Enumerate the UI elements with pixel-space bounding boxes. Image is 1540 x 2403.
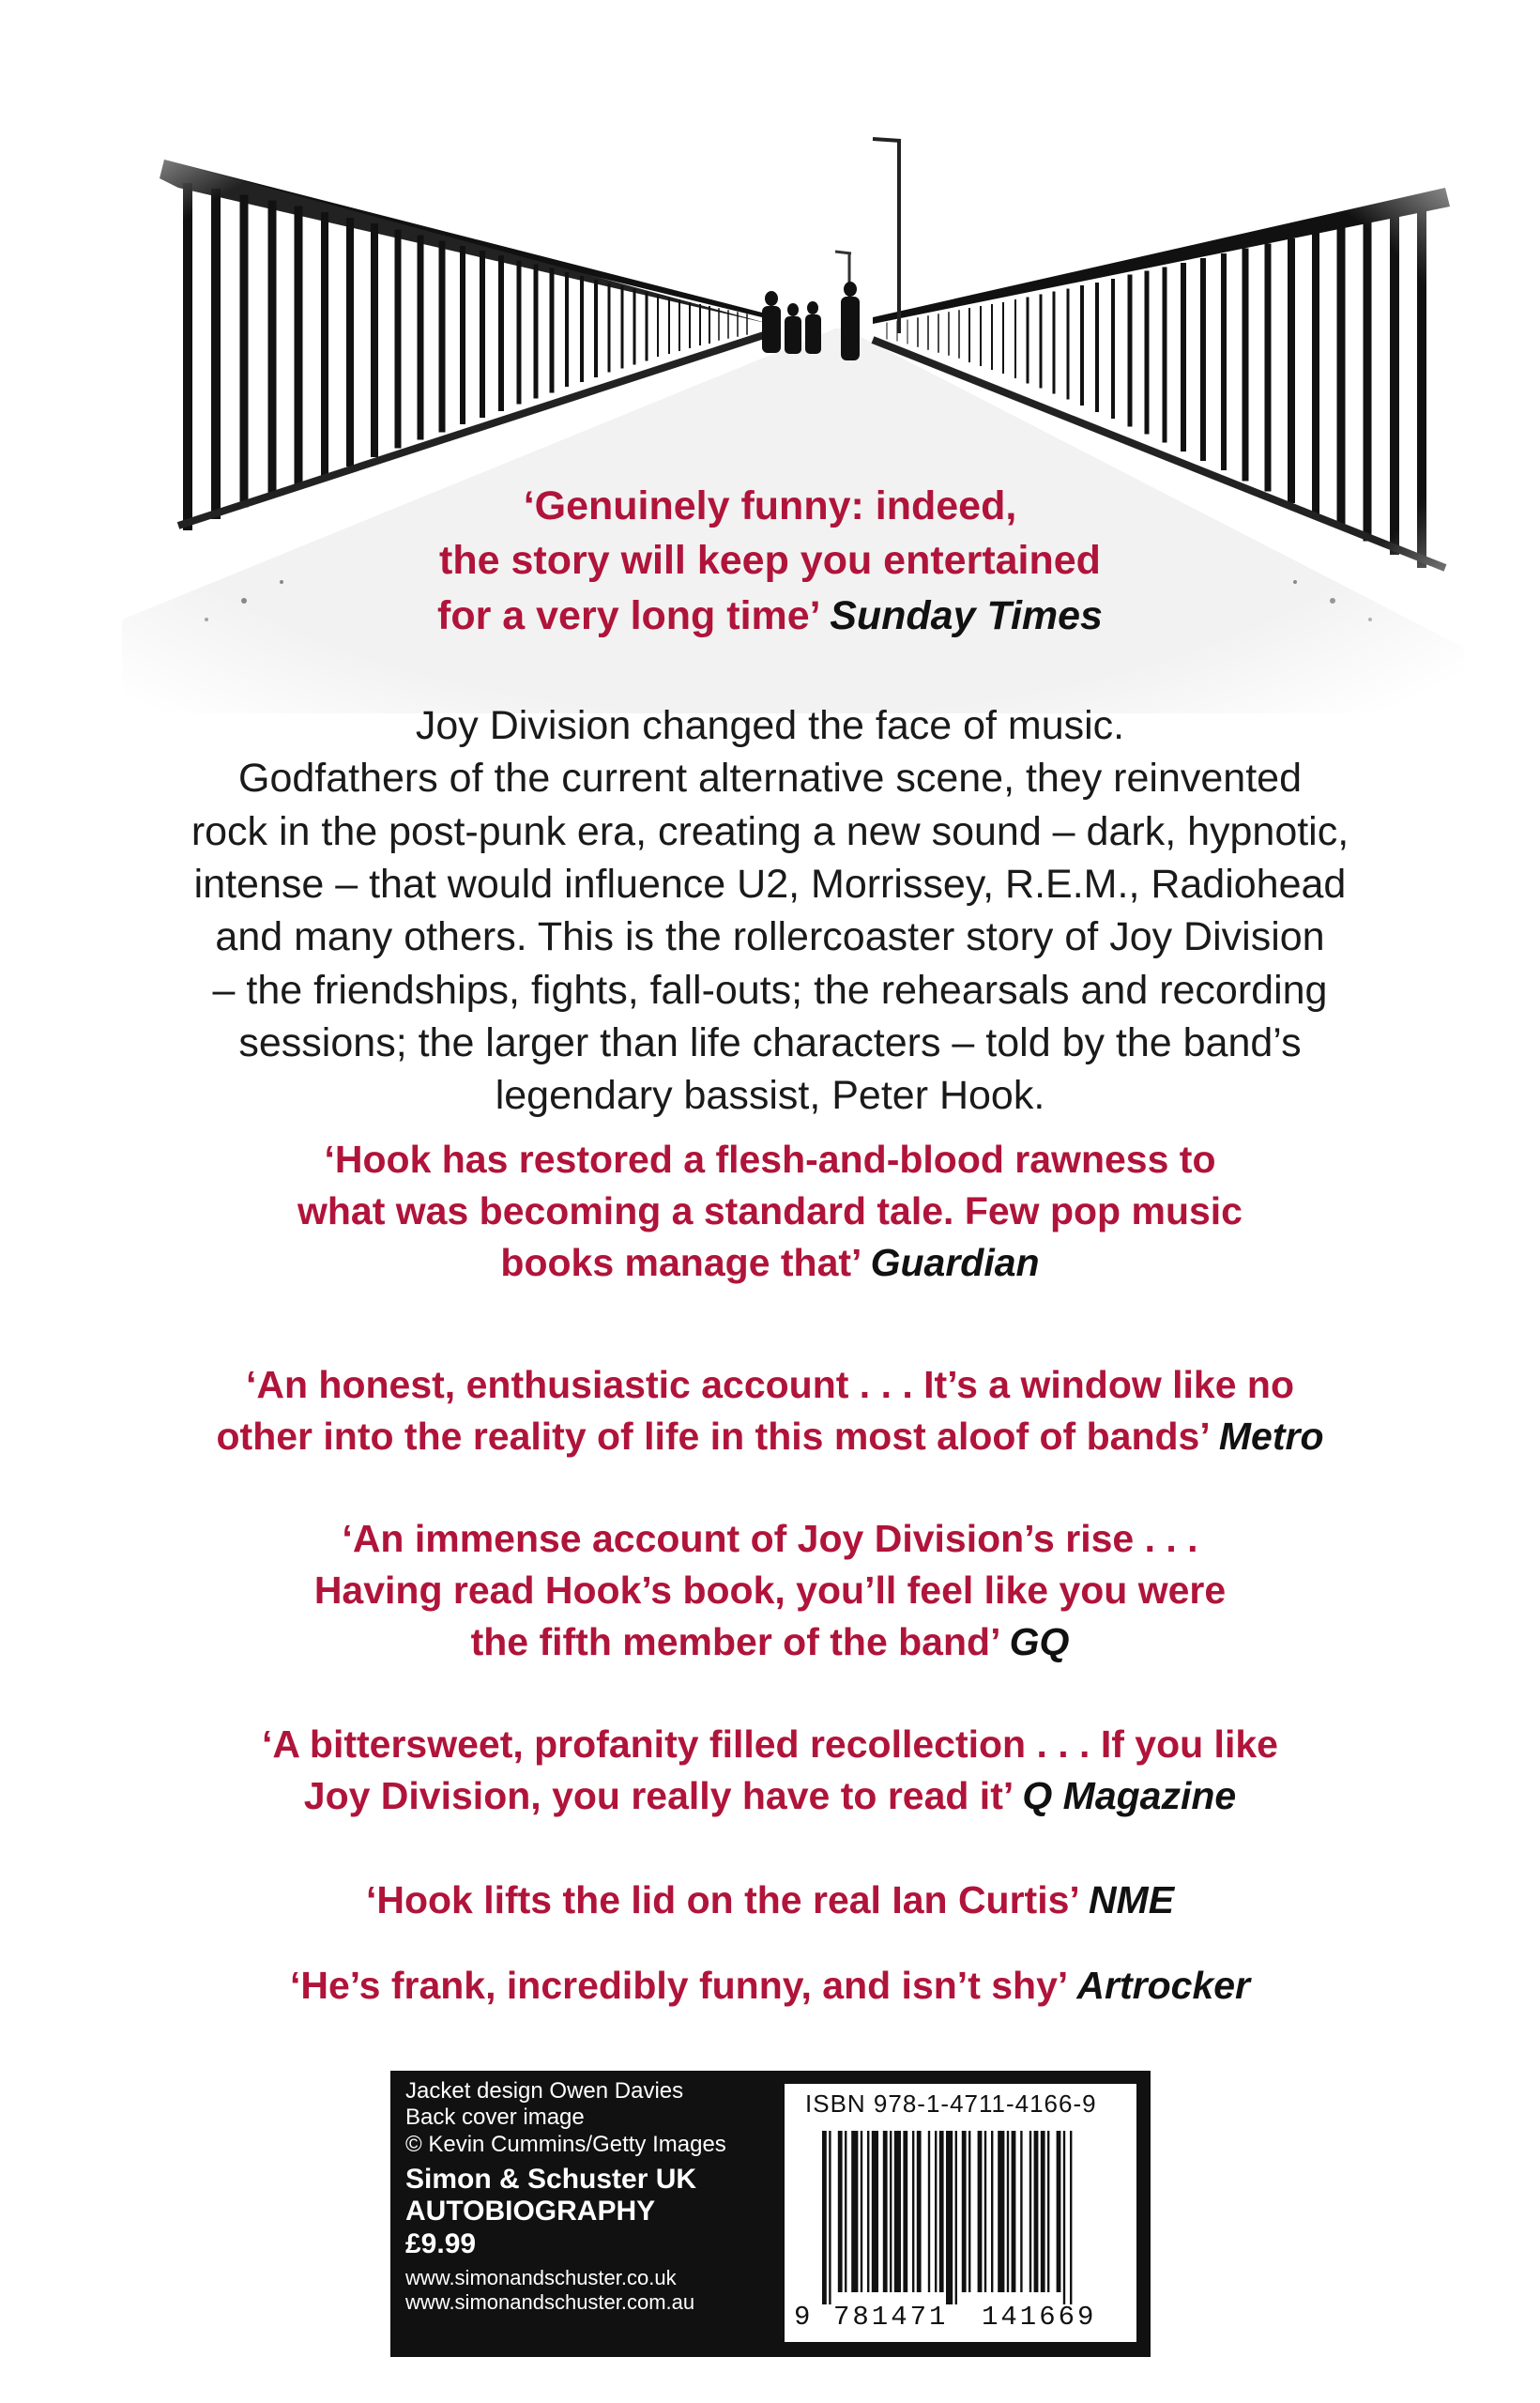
publisher-url-uk: www.simonandschuster.co.uk [405, 2266, 677, 2290]
back-image-credit: Back cover image [405, 2105, 585, 2131]
quote-line-text: other into the reality of life in this most aloof of bands’ [216, 1414, 1209, 1458]
barcode-group-1: 781471 [833, 2302, 949, 2333]
quote-source: Guardian [870, 1240, 1040, 1284]
barcode-lead-digit: 9 [794, 2302, 811, 2333]
quote-line [0, 1960, 1540, 2012]
quote-line: ‘A bittersweet, profanity filled recollection . . . If you like [262, 1722, 1278, 1766]
book-description [131, 699, 1409, 1123]
description-line: sessions; the larger than life characters – told by the band’s [238, 1019, 1302, 1065]
quote-source: Q Magazine [1022, 1773, 1237, 1817]
quote-line: the story will keep you entertained [439, 538, 1101, 584]
book-category: AUTOBIOGRAPHY [405, 2196, 656, 2227]
quote-line-text: the fifth member of the band’ [470, 1619, 999, 1663]
quote-line [0, 1875, 1540, 1926]
review-quote-q-magazine [0, 1719, 1540, 1822]
barcode-group-2: 141669 [982, 2302, 1097, 2333]
description-line: rock in the post-punk era, creating a new sound – dark, hypnotic, [191, 808, 1349, 854]
review-quote-guardian [0, 1134, 1540, 1289]
quote-source: NME [1088, 1878, 1175, 1921]
barcode-icon [794, 2131, 1127, 2304]
review-quote-metro [0, 1359, 1540, 1462]
quote-source: GQ [1009, 1619, 1070, 1663]
quote-line: ‘An honest, enthusiastic account . . . It’s a window like no [245, 1363, 1295, 1406]
quote-line [0, 1237, 1540, 1289]
quote-line-text: ‘He’s frank, incredibly funny, and isn’t shy’ [289, 1964, 1067, 2007]
quote-line-text: books manage that’ [500, 1240, 861, 1284]
quote-line-text: ‘Hook lifts the lid on the real Ian Curtis’ [365, 1878, 1078, 1921]
quote-line: ‘Hook has restored a flesh-and-blood rawness to [324, 1138, 1216, 1181]
description-line: intense – that would influence U2, Morrissey, R.E.M., Radiohead [193, 861, 1347, 907]
quote-line [0, 589, 1540, 643]
quote-line: what was becoming a standard tale. Few pop music [297, 1188, 1243, 1232]
review-quote-sunday-times [0, 479, 1540, 643]
quote-line [0, 1616, 1540, 1668]
photo-credit: © Kevin Cummins/Getty Images [405, 2131, 726, 2157]
description-line: Joy Division changed the face of music. [415, 703, 1125, 748]
publisher-name: Simon & Schuster UK [405, 2163, 697, 2195]
jacket-design-credit: Jacket design Owen Davies [405, 2078, 684, 2104]
quote-source: Artrocker [1076, 1964, 1251, 2007]
quote-line-text: for a very long time’ [437, 592, 819, 638]
quote-line: ‘Genuinely funny: indeed, [523, 483, 1017, 528]
quote-source: Metro [1218, 1414, 1324, 1458]
review-quote-artrocker [0, 1960, 1540, 2012]
review-quote-nme [0, 1875, 1540, 1926]
quote-line: Having read Hook’s book, you’ll feel like you were [313, 1568, 1227, 1612]
publisher-url-au: www.simonandschuster.com.au [405, 2290, 695, 2315]
quote-line-text: Joy Division, you really have to read it’ [303, 1773, 1012, 1817]
description-line: legendary bassist, Peter Hook. [495, 1073, 1045, 1119]
barcode-panel [785, 2084, 1136, 2342]
isbn-label: ISBN 978-1-4711-4166-9 [805, 2089, 1097, 2118]
credits-panel [405, 2078, 771, 2315]
quote-line [0, 1770, 1540, 1822]
publisher-info-box [390, 2071, 1151, 2357]
description-line: Godfathers of the current alternative scene, they reinvented [238, 756, 1302, 802]
quote-line [0, 1411, 1540, 1462]
description-line: and many others. This is the rollercoaster story of Joy Division [215, 914, 1325, 960]
quote-source: Sunday Times [830, 592, 1103, 638]
description-line: – the friendships, fights, fall-outs; the rehearsals and recording [212, 967, 1328, 1013]
book-price: £9.99 [405, 2227, 477, 2259]
review-quote-gq [0, 1513, 1540, 1668]
quote-line: ‘An immense account of Joy Division’s rise . . . [342, 1517, 1198, 1560]
